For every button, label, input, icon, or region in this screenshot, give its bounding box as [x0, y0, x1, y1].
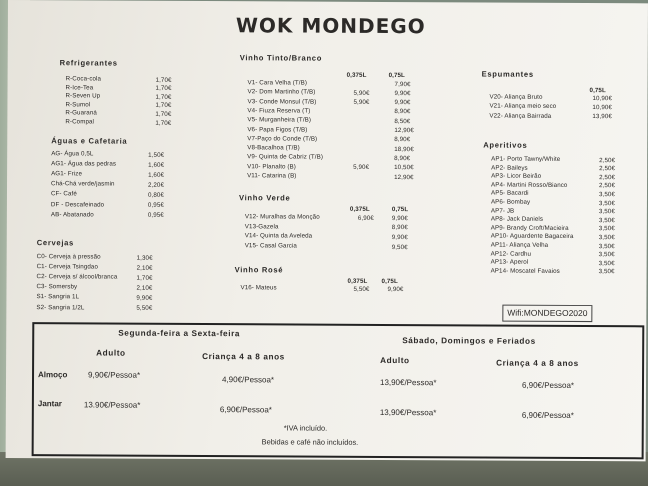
almoco-label: Almoço: [38, 370, 68, 380]
cervejas-item-price: 1,70€: [136, 274, 153, 282]
vinho_tinto-item-price-large: 8,90€: [394, 108, 411, 116]
vinho_tinto-item-price-large: 9,90€: [394, 99, 411, 107]
aperitivos-item-price: 3,50€: [598, 225, 615, 233]
aperitivos-item-price: 2,50€: [599, 173, 616, 181]
vinho_tinto-item-price-small: 5,90€: [353, 89, 370, 97]
vinho-rose-col1: 0,375L: [347, 277, 368, 285]
vinho_verde-item-name: V12- Muralhas da Monção: [244, 213, 320, 221]
cervejas-item-name: C0- Cerveja à pressão: [36, 253, 101, 261]
aperitivos-item-name: AP4- Martini Rosso/Bianco: [491, 181, 568, 189]
cervejas-item-name: C1- Cerveja Tsingdao: [36, 263, 99, 271]
vinho-rose-col2: 0,75L: [381, 277, 398, 286]
aguas-item-name: AB- Abatanado: [50, 210, 94, 219]
weekday-almoco-adulto: 9,90€/Pessoa*: [88, 370, 141, 380]
weekend-adulto-heading: Adulto: [380, 355, 410, 366]
espumantes-item-name: V21- Aliança meio seco: [489, 102, 557, 111]
vinho_tinto-item-price-large: 9,90€: [394, 89, 411, 97]
aperitivos-item-name: AP10- Aguardente Bagaceira: [490, 232, 574, 241]
aperitivos-item-price: 3,50€: [598, 190, 615, 199]
vinho_tinto-item-name: V5- Murganheira (T/B): [247, 116, 312, 124]
refrigerantes-item-price: 1,70€: [155, 119, 172, 127]
vinho_tinto-item-name: V6- Papa Figos (T/B): [247, 125, 308, 134]
cervejas-item-price: 5,50€: [136, 304, 153, 312]
aperitivos-item-name: AP14- Moscatel Favaios: [490, 267, 560, 275]
vinho_verde-item-price-small: 6,90€: [357, 214, 374, 222]
vinho-tinto-col1: 0,375L: [346, 71, 367, 79]
vinho_verde-item-price-large: 9,50€: [391, 243, 408, 251]
aperitivos-item-name: AP11- Aliança Velha: [490, 241, 549, 249]
vinho_tinto-item-price-small: 5,90€: [353, 98, 370, 106]
note-bebidas: Bebidas e café não incluídos.: [261, 437, 359, 447]
cervejas-item-name: S1- Sangria 1L: [36, 293, 80, 301]
vinho_tinto-item-name: V9- Quinta de Cabriz (T/B): [247, 153, 324, 162]
vinho_verde-item-price-large: 8,90€: [391, 224, 408, 232]
refrigerantes-item-price: 1,70€: [155, 84, 172, 92]
section-espumantes: Espumantes: [481, 69, 534, 79]
aperitivos-item-name: AP13- Aperol: [490, 258, 529, 266]
weekend-almoco-adulto: 13,90€/Pessoa*: [379, 377, 437, 388]
espumantes-item-price: 13,90€: [592, 113, 612, 121]
weekdays-heading: Segunda-feira a Sexta-feira: [118, 328, 241, 339]
aperitivos-item-name: AP3- Licor Beirão: [491, 172, 542, 180]
vinho_tinto-item-price-large: 8,50€: [394, 117, 411, 125]
section-vinho-rose: Vinho Rosé: [234, 265, 284, 275]
cervejas-item-price: 2,10€: [136, 264, 153, 272]
weekend-crianca-heading: Criança 4 a 8 anos: [496, 358, 579, 368]
vinho-verde-col1: 0,375L: [349, 205, 370, 213]
cervejas-item-name: C3- Somersby: [36, 283, 78, 291]
vinho_tinto-item-price-large: 7,90€: [394, 80, 411, 88]
section-vinho-tinto: Vinho Tinto/Branco: [239, 53, 323, 63]
aguas-item-price: 0,95€: [147, 201, 164, 209]
aperitivos-item-name: AP8- Jack Daniels: [490, 215, 544, 223]
vinho-verde-col2: 0,75L: [391, 206, 409, 214]
vinho_rose-item-price-large: 9,90€: [387, 285, 404, 293]
aguas-item-name: AG- Água 0,5L: [51, 150, 94, 158]
note-iva: *IVA incluído.: [283, 423, 328, 433]
espumantes-item-price: 10,90€: [592, 103, 612, 112]
vinho_tinto-item-name: V11- Catarina (B): [247, 172, 297, 180]
aguas-item-name: AG1- Frize: [51, 170, 83, 178]
section-cervejas: Cervejas: [36, 238, 75, 248]
aguas-item-price: 1,60€: [148, 171, 165, 179]
aperitivos-item-name: AP2- Baileys: [491, 164, 528, 172]
menu-paper: [6, 0, 648, 461]
aperitivos-item-price: 2,50€: [599, 156, 616, 164]
weekday-adulto-heading: Adulto: [96, 348, 126, 358]
aperitivos-item-name: AP6- Bombay: [490, 198, 531, 206]
aperitivos-item-price: 3,50€: [598, 251, 615, 259]
vinho_tinto-item-price-large: 8,90€: [394, 154, 411, 162]
vinho_tinto-item-name: V10- Planalto (B): [247, 162, 296, 171]
refrigerantes-item-price: 1,70€: [155, 102, 172, 110]
aperitivos-item-name: AP12- Cardhu: [490, 250, 532, 258]
aguas-item-price: 1,50€: [148, 151, 165, 159]
espumantes-item-name: V22- Aliança Bairrada: [489, 112, 552, 120]
espumantes-item-name: V20- Aliança Bruto: [489, 93, 543, 101]
refrigerantes-item-price: 1,70€: [155, 93, 172, 101]
vinho_verde-item-name: V14- Quinta da Aveleda: [244, 232, 313, 240]
cervejas-item-name: C2- Cerveja s/ álcool/branca: [36, 273, 118, 281]
aguas-item-name: Chá-Chá verde/jasmin: [51, 180, 115, 188]
vinho_rose-item-price-small: 5,50€: [353, 285, 370, 293]
weekday-jantar-adulto: 13.90€/Pessoa*: [83, 400, 141, 410]
vinho_tinto-item-price-small: 5,90€: [353, 163, 370, 172]
vinho_verde-item-name: V13-Gazela: [244, 222, 279, 231]
aperitivos-item-price: 3,50€: [598, 199, 615, 207]
cervejas-item-price: 9,90€: [136, 294, 153, 302]
aguas-item-price: 0,80€: [147, 191, 164, 199]
aguas-item-price: 2,20€: [148, 181, 165, 189]
vinho_tinto-item-name: V2- Dom Martinho (T/B): [247, 88, 316, 96]
cervejas-item-price: 1,30€: [136, 254, 153, 262]
weekday-crianca-heading: Criança 4 a 8 anos: [202, 352, 285, 362]
vinho_rose-item-name: V16- Mateus: [240, 284, 277, 292]
aperitivos-item-price: 3,50€: [598, 242, 615, 250]
aperitivos-item-price: 3,50€: [598, 208, 615, 216]
refrigerantes-item-name: R-Seven Up: [65, 92, 101, 100]
vinho_verde-item-price-large: 9,90€: [391, 214, 408, 222]
refrigerantes-item-price: 1,70€: [155, 110, 172, 118]
aperitivos-item-price: 3,50€: [598, 268, 615, 276]
vinho_tinto-item-price-large: 12,90€: [394, 127, 414, 135]
aperitivos-item-price: 3,50€: [598, 259, 615, 267]
wifi-password: Wifi:MONDEGO2020: [502, 305, 592, 322]
weekday-jantar-crianca: 6,90€/Pessoa*: [219, 405, 272, 415]
section-aguas: Águas e Cafetaria: [51, 136, 128, 146]
vinho_verde-item-price-large: 9,90€: [391, 233, 408, 241]
vinho_verde-item-name: V15- Casal Garcia: [244, 242, 297, 250]
aperitivos-item-price: 3,50€: [598, 216, 615, 224]
espumantes-item-price: 10,90€: [592, 94, 613, 102]
aperitivos-item-name: AP5- Bacardi: [490, 189, 529, 198]
aguas-item-name: CF- Café: [50, 190, 77, 198]
cervejas-item-price: 2,10€: [136, 284, 153, 292]
refrigerantes-item-name: R-Sumol: [65, 101, 91, 109]
aperitivos-item-price: 2,50€: [599, 182, 616, 190]
refrigerantes-item-name: R-Coca-cola: [65, 75, 102, 83]
vinho_tinto-item-price-large: 12,90€: [394, 173, 414, 181]
vinho_tinto-item-price-large: 10,50€: [394, 164, 414, 172]
vinho_tinto-item-name: V4- Fiuza Reserva (T): [247, 107, 311, 115]
vinho_tinto-item-price-large: 8,90€: [394, 136, 411, 144]
aguas-item-name: DF - Descafeinado: [50, 200, 105, 209]
vinho_tinto-item-name: V7-Paço do Conde (T/B): [247, 135, 318, 143]
weekend-jantar-adulto: 13,90€/Pessoa*: [379, 407, 437, 418]
jantar-label: Jantar: [37, 399, 62, 409]
vinho_tinto-item-name: V8-Bacalhoa (T/B): [247, 144, 300, 152]
vinho_tinto-item-name: V3- Conde Monsul (T/B): [247, 97, 317, 106]
cervejas-item-name: S2- Sangria 1/2L: [36, 303, 85, 311]
refrigerantes-item-name: R-Ice-Tea: [65, 83, 94, 92]
section-aperitivos: Aperitivos: [483, 140, 528, 150]
refrigerantes-item-price: 1,70€: [155, 76, 172, 84]
aperitivos-item-name: AP1- Porto Tawny/White: [491, 155, 561, 163]
refrigerantes-item-name: R-Guaraná: [65, 109, 97, 117]
refrigerantes-item-name: R-Compal: [65, 118, 95, 126]
weekday-almoco-crianca: 4,90€/Pessoa*: [221, 375, 275, 385]
aguas-item-price: 1,60€: [148, 161, 165, 169]
vinho_tinto-item-price-large: 18,90€: [394, 145, 414, 153]
buffet-prices-box: [32, 322, 645, 459]
weekend-almoco-crianca: 6,90€/Pessoa*: [521, 380, 575, 390]
aperitivos-item-name: AP7- JB: [490, 207, 515, 215]
aperitivos-item-name: AP9- Brandy Croft/Macieira: [490, 224, 569, 232]
weekend-heading: Sábado, Domingos e Feriados: [402, 336, 536, 346]
section-vinho-verde: Vinho Verde: [238, 193, 291, 203]
aperitivos-item-price: 3,50€: [598, 233, 615, 242]
aperitivos-item-price: 2,50€: [599, 165, 616, 173]
aguas-item-price: 0,95€: [147, 211, 164, 219]
weekend-jantar-crianca: 6,90€/Pessoa*: [521, 410, 574, 420]
espumantes-col: 0,75L: [589, 87, 606, 95]
aguas-item-name: AG1- Água das pedras: [51, 160, 117, 168]
vinho-tinto-col2: 0,75L: [388, 71, 405, 80]
menu-title: WOK MONDEGO: [235, 13, 426, 39]
section-refrigerantes: Refrigerantes: [59, 58, 118, 68]
vinho_tinto-item-name: V1- Cara Velha (T/B): [247, 79, 308, 87]
